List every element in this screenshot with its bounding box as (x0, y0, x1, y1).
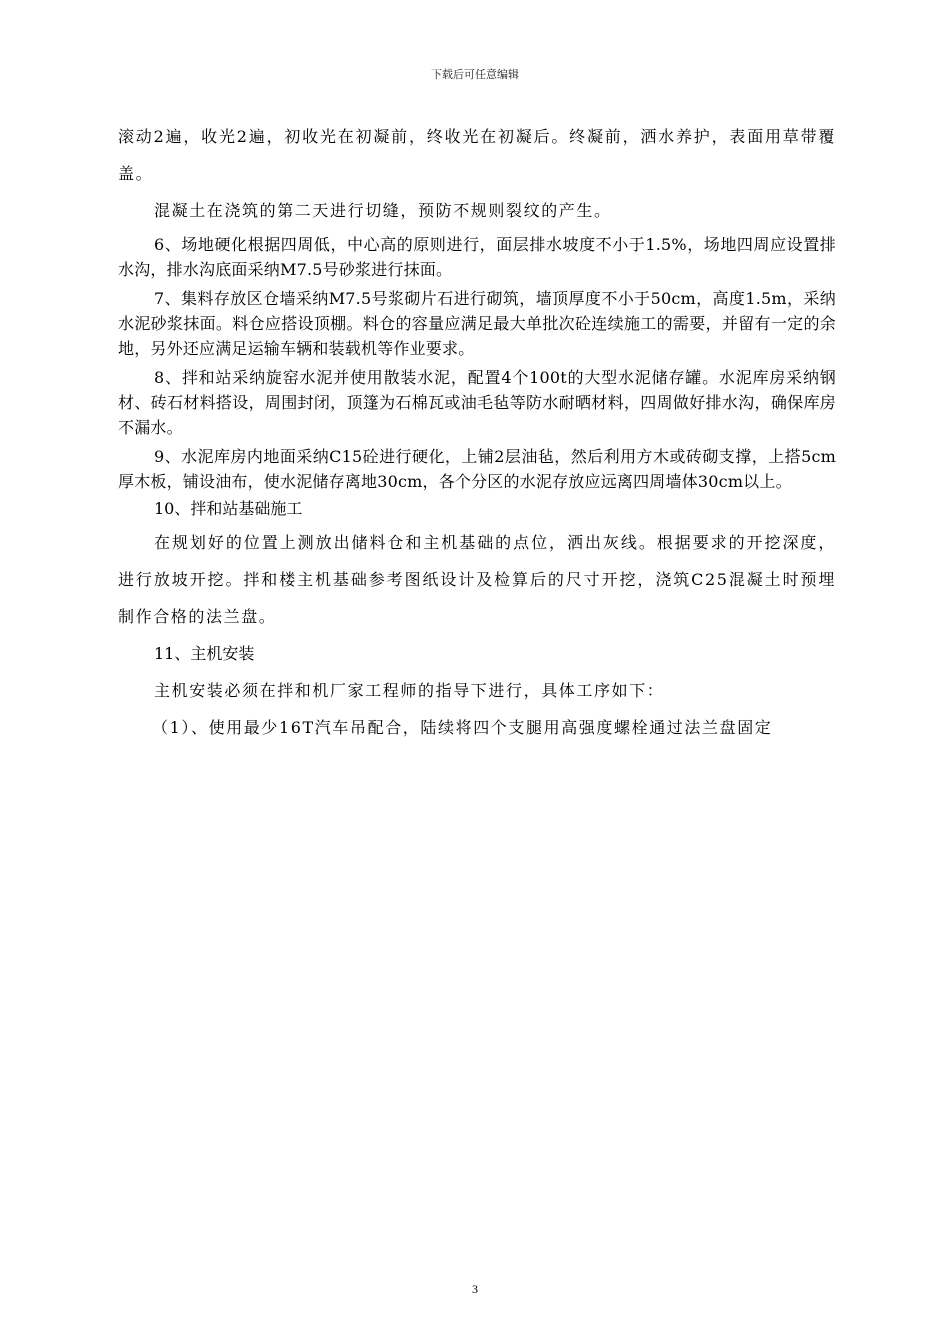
paragraph-foundation: 在规划好的位置上测放出储料仓和主机基础的点位，洒出灰线。根据要求的开挖深度，进行放坡开挖。拌和楼主机基础参考图纸设计及检算后的尺寸开挖，浇筑C25混凝土时预埋制作合格的法兰盘。 (118, 533, 836, 626)
paragraph-installation: 主机安装必须在拌和机厂家工程师的指导下进行，具体工序如下： (154, 681, 665, 700)
page-body (118, 118, 836, 746)
section-heading-foundation: 10、拌和站基础施工 (154, 499, 303, 518)
paragraph-item-6: 6、场地硬化根据四周低，中心高的原则进行，面层排水坡度不小于1.5%，场地四周应设置排水沟，排水沟底面采纳M7.5号砂浆进行抹面。 (118, 235, 836, 279)
page-header: 下载后可任意编辑 (431, 68, 519, 81)
paragraph-item-8: 8、拌和站采纳旋窑水泥并使用散装水泥，配置4个100t的大型水泥储存罐。水泥库房采纳钢材、砖石材料搭设，周围封闭，顶篷为石棉瓦或油毛毡等防水耐晒材料，四周做好排水沟，确保库房不漏水。 (118, 368, 836, 437)
paragraph-step-1: （1）、使用最少16T汽车吊配合，陆续将四个支腿用高强度螺栓通过法兰盘固定 (152, 718, 773, 737)
page-number: 3 (472, 1282, 478, 1296)
paragraph-item-7: 7、集料存放区仓墙采纳M7.5号浆砌片石进行砌筑，墙顶厚度不小于50cm，高度1.5m，采纳水泥砂浆抹面。料仓应搭设顶棚。料仓的容量应满足最大单批次砼连续施工的需要，并留有一定的余地，另外还应满足运输车辆和装载机等作业要求。 (118, 289, 836, 358)
paragraph-rolling: 滚动2遍，收光2遍，初收光在初凝前，终收光在初凝后。终凝前，洒水养护，表面用草带覆盖。 (118, 127, 836, 183)
section-heading-installation: 11、主机安装 (154, 644, 255, 663)
paragraph-item-9: 9、水泥库房内地面采纳C15砼进行硬化，上铺2层油毡，然后利用方木或砖砌支撑，上搭5cm厚木板，铺设油布，使水泥储存离地30cm，各个分区的水泥存放应远离四周墙体30cm以上。 (118, 447, 836, 491)
paragraph-cutting: 混凝土在浇筑的第二天进行切缝，预防不规则裂纹的产生。 (154, 201, 612, 220)
